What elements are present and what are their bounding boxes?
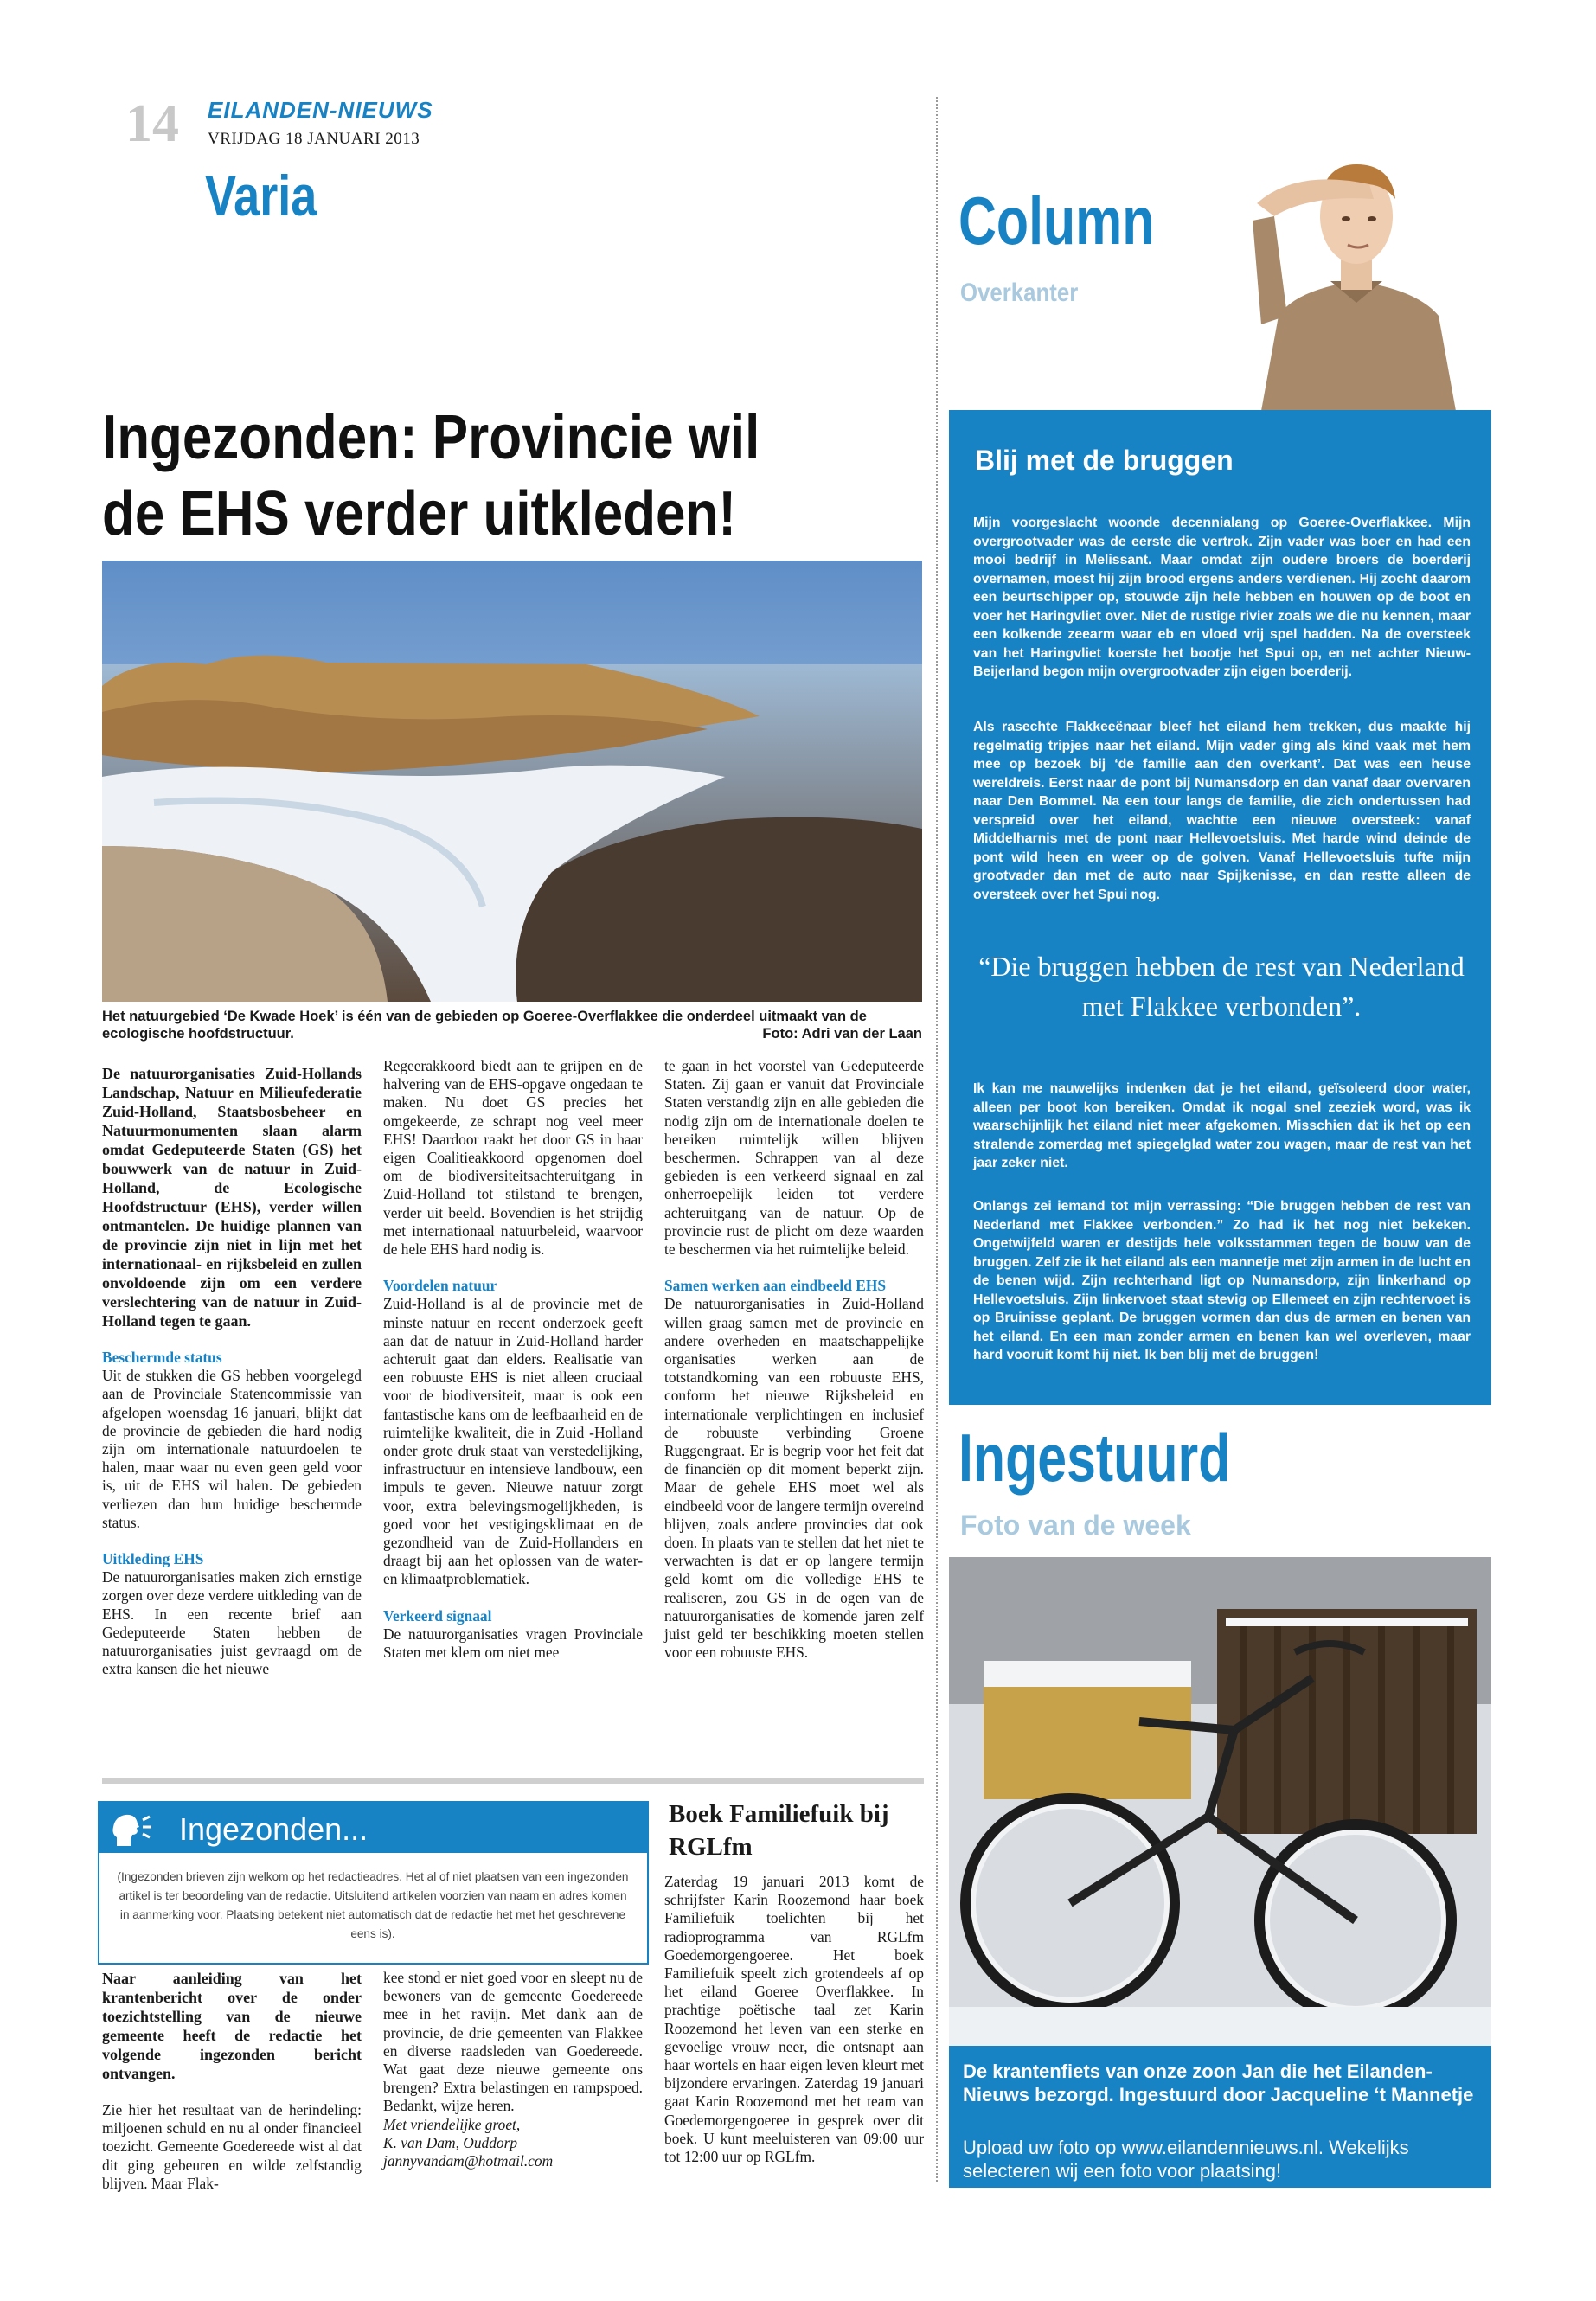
- brand-logo: EILANDEN-NIEUWS: [208, 97, 433, 123]
- boek-text: [664, 1873, 924, 2184]
- ingezonden-email: jannyvandam@hotmail.com: [383, 2152, 554, 2170]
- article-column-3: [664, 1057, 924, 1681]
- ingezonden-signature: Met vriendelijke groet,: [383, 2115, 521, 2133]
- ingezonden-author: K. van Dam, Ouddorp: [383, 2133, 518, 2151]
- boek-paragraph: Zaterdag 19 januari 2013 komt de schrijfster Karin Roozemond haar boek Familiefuik toelichten bij het radioprogramma van RGLfm Goedemorgengoeree. Het boek Familiefuik speelt zich grotendeels af op het eiland Goeree Overflakkee. In prachtige poëtische taal zet Karin Roozemond het leven van een sterke en gevoelige vrouw neer, die ontsnapt aan haar wortels en haar eigen leven kleurt met bijzondere ervaringen. Zaterdag 19 januari gaat Karin Roozemond met het team van Goedemorgengoeree in gesprek over dit boek. U kunt meeluisteren van 09:00 uur tot 12:00 uur op RGLfm.: [664, 1873, 924, 2166]
- column-paragraph: Onlangs zei iemand tot mijn verrassing: “Die bruggen hebben de rest van Nederland met Flakkee verbonden.” Zo had ik het nog niet bekeken. Ongetwijfeld waren er destijds hele volksstammen tegen de bouw van de bruggen. Zelf zie ik het eiland als een mannetje met zijn armen in de lucht en de benen wijd. Zijn rechterhand ligt op Numansdorp, zijn linkerhand op Hellevoetsluis. Zijn linkervoet staat stevig op Ellemeet en zijn rechtervoet is op Bruinisse geplant. De bruggen vormen dan dus de armen en benen van het eiland. En een man zonder armen en benen kan wel overleven, maar hard vooruit komt hij niet. Ik ben blij met de bruggen!: [973, 1199, 1471, 1362]
- section-title: Varia: [205, 163, 317, 228]
- column-paragraph: Mijn voorgeslacht woonde decennialang op Goeree-Overflakkee. Mijn overgrootvader was de eerste die vertrok. Zijn vader was boer en had een mooi bedrijf in Melissant. Maar omdat zijn oudere broers de boerderij overnamen, moest hij zijn brood ergens anders verdienen. Hij zocht daarom een beurtschipper op, stouwde zijn hele hebben en houwen op de boot en voer het Haringvliet over. Niet de rustige rivier zoals we die nu kennen, maar een kolkende zeearm waar eb en vloed vrij spel hadden. Na de oversteek van het Haringvliet koerste het bootje het Spui op, en net achter Nieuw-Beijerland begon mijn overgrootvader zijn eigen boerderij.: [973, 516, 1471, 679]
- article-paragraph: Uit de stukken die GS hebben voorgelegd aan de Provinciale Statencommissie van afgelopen woensdag 16 januari, blijkt dat de provincie de gebieden die hard nodig zijn om internationale natuurdoelen te halen, maar waar nu even geen geld voor is, uit de EHS wil halen. De gebieden verliezen dan hun huidige beschermde status.: [102, 1367, 362, 1531]
- ingezonden-paragraph: Zie hier het resultaat van de herindeling: miljoenen schuld en nu al onder financieel toezicht. Gemeente Goedereede wist al dat dit ging gebeuren en wilde zelfstandig blijven. Maar Flak-: [102, 2101, 362, 2192]
- subhead-uitkleding: Uitkleding EHS: [102, 1550, 204, 1568]
- subhead-samen-werken: Samen werken aan eindbeeld EHS: [664, 1277, 887, 1295]
- article-paragraph: Regeerakkoord biedt aan te grijpen en de halvering van de EHS-opgave ongedaan te maken. Nu doet GS precies het omgekeerde, ze schrapt nog veel meer EHS! Daardoor raakt het door GS in haar eigen Coalitieakkoord opgenomen doel om de biodiversiteitsachteruitgang in Zuid-Holland tot stilstand te brengen, verder uit beeld. Bovendien is het strijdig met internationaal natuurbeleid, waarvoor de hele EHS hard nodig is.: [383, 1057, 643, 1259]
- boek-title: Boek Familiefuik bij RGLfm: [669, 1800, 889, 1861]
- column-box-title: Blij met de bruggen: [975, 445, 1234, 476]
- photo-of-week-caption: De krantenfiets van onze zoon Jan die het Eilanden-Nieuws bezorgd. Ingestuurd door Jacqueline ‘t Mannetje: [963, 2061, 1474, 2106]
- ingezonden-box: [98, 1801, 649, 1965]
- article-column-2: [383, 1057, 643, 1680]
- ingestuurd-title: Ingestuurd: [958, 1420, 1231, 1496]
- article-paragraph: Zuid-Holland is al de provincie met de minste natuur en recent onderzoek geeft aan dat de natuur in Zuid-Holland harder achteruit gaat dan elders. Realisatie van een robuuste EHS is niet alleen cruciaal voor de biodiversiteit, maar is ook een fantastische kans om de leefbaarheid en de ruimtelijke kwaliteit, die in Zuid -Holland onder grote druk staat van verstedelijking, infrastructuur en intensieve landbouw, een impuls te geven. Nieuwe natuur zorgt voor, extra belevingsmogelijkheden, is goed voor het vestigingsklimaat en de gezondheid van de Zuid-Hollanders en draagt bij aan het oplossen van de water- en klimaatproblematiek.: [383, 1295, 643, 1588]
- page-number: 14: [125, 94, 179, 153]
- column-paragraph: Als rasechte Flakkeeënaar bleef het eiland hem trekken, dus maakte hij regelmatig tripjes naar het eiland. Mijn vader ging als kind vaak met hem mee op bezoek bij ‘de familie aan den overkant’. Dat was een heuse wereldreis. Eerst naar de pont bij Numansdorp en dan vanaf daar overvaren naar Den Bommel. Na een tour langs de familie, die zich ondertussen had verspreid over het eiland, wachtte een nieuwe oversteek: vanaf Middelharnis met de pont naar Hellevoetsluis. Met harde wind deinde de pont wild heen en weer op de golven. Vanaf Hellevoetsluis tufte mijn grootvader dan met de auto naar Spijkenisse, en dan restte alleen de oversteek over het Spui nog.: [973, 720, 1471, 902]
- column-subtitle: Overkanter: [960, 279, 1079, 307]
- columnist-portrait: [1227, 117, 1486, 411]
- ingestuurd-subtitle: Foto van de week: [960, 1509, 1191, 1541]
- ingezonden-note: (Ingezonden brieven zijn welkom op het redactieadres. Het al of niet plaatsen van een ingezonden artikel is ter beoordeling van de redactie. Uitsluitend artikelen voorzien van naam en adres komen in aanmerking voor. Plaatsing betekent niet automatisch dat de redactie het met het geschrevene eens is).: [117, 1870, 629, 1940]
- upload-instruction: Upload uw foto op www.eilandennieuws.nl. Wekelijks selecteren wij een foto voor plaatsing!: [963, 2137, 1409, 2182]
- photo-caption: [102, 1008, 922, 1042]
- subhead-voordelen: Voordelen natuur: [383, 1277, 497, 1295]
- ingezonden-title: Ingezonden...: [179, 1811, 369, 1847]
- subhead-verkeerd-signaal: Verkeerd signaal: [383, 1606, 492, 1625]
- column-paragraph: Ik kan me nauwelijks indenken dat je het eiland, geïsoleerd door water, alleen per boot kon bereiken. Omdat ik nogal snel zeeziek word, was ik waarschijnlijk het eiland niet meer afgekomen. Misschien dat ik het op een stralende zomerdag met spiegelglad water zou wagen, maar de rest van het jaar zeker niet.: [973, 1081, 1471, 1170]
- bicycle-photo: [949, 1557, 1491, 2046]
- ingezonden-paragraph: kee stond er niet goed voor en sleept nu de bewoners van de gemeente Goedereede mee in het ravijn. Met dank aan de provincie, de drie gemeenten van Flakkee en diverse raadsleden van Goedereede. Wat gaat deze nieuwe gemeente ons brengen? Extra belastingen en rampspoed. Bedankt, wijze heren.: [383, 1969, 643, 2115]
- subhead-beschermde-status: Beschermde status: [102, 1349, 222, 1366]
- speaking-head-icon: [110, 1811, 153, 1848]
- issue-date: VRIJDAG 18 JANUARI 2013: [208, 130, 420, 148]
- article-paragraph: De natuurorganisaties maken zich ernstige zorgen over deze verdere uitkleding van de EHS. In een recente brief aan Gedeputeerde Staten hebben de natuurorganisaties juist gevraagd om de extra kansen die het nieuwe: [102, 1568, 362, 1678]
- ingezonden-lead: Naar aanleiding van het krantenbericht over de onder toezichtstelling van de nieuwe gemeente heeft de redactie het volgende ingezonden bericht ontvangen.: [102, 1970, 362, 2082]
- photo-of-week-caption-box: [949, 2046, 1491, 2188]
- ingezonden-column-1: [102, 1969, 362, 2211]
- article-paragraph: De natuurorganisaties vragen Provinciale Staten met klem om niet mee: [383, 1625, 643, 1662]
- column-divider: [936, 97, 938, 2182]
- article-paragraph: te gaan in het voorstel van Gedeputeerde Staten. Zij gaan er vanuit dat Provinciale Staten verstandig zijn en alle gebieden die nodig zijn om de internationale doelen te bereiken ruimtelijk willen blijven beschermen. Schrappen van al deze gebieden is een verkeerd signaal en zal onherroepelijk leiden tot verdere achteruitgang van de natuur. Op de provincie rust de plicht om deze waarden te beschermen via het ruimtelijke beleid.: [664, 1057, 924, 1259]
- column-box: [949, 410, 1491, 1405]
- article-column-1: [102, 1064, 362, 1696]
- column-quote: “Die bruggen hebben de rest van Nederland met Flakkee verbonden”.: [978, 951, 1465, 1022]
- boek-divider: [664, 1778, 924, 1784]
- column-title: Column: [958, 183, 1155, 259]
- article-headline: Ingezonden: Provincie wil de EHS verder uitkleden!: [102, 403, 760, 548]
- caption-text: Het natuurgebied ‘De Kwade Hoek’ is één van de gebieden op Goeree-Overflakkee die onderdeel uitmaakt van de ecologische hoofdstructuur.: [102, 1009, 867, 1042]
- article-paragraph: De natuurorganisaties in Zuid-Holland willen graag samen met de provincie en andere overheden en maatschappelijke organisaties werken aan de totstandkoming van een robuuste EHS, conform het nieuwe Rijksbeleid en internationale verplichtingen en inclusief de robuuste verbinding Groene Ruggengraat. Er is begrip voor het feit dat de financiën op dit moment beperkt zijn. Maar de gehele EHS moet wel als eindbeeld voor de langere termijn overeind blijven, zoals andere provincies dat ook doen. In plaats van te stellen dat het niet te verwachten is dat er op langere termijn geld komt om die volledige EHS te realiseren, zou GS in de ogen van de natuurorganisaties de komende jaren zelf juist geld ter beschikking moeten stellen voor een robuuste EHS.: [664, 1295, 924, 1662]
- ingezonden-header: [99, 1803, 647, 1853]
- article-lead: De natuurorganisaties Zuid-Hollands Landschap, Natuur en Milieufederatie Zuid-Holland, Staatsbosbeheer en Natuurmonumenten slaan alarm omdat Gedeputeerde Staten (GS) het bouwwerk van de natuur in Zuid-Holland, de Ecologische Hoofdstructuur (EHS), verder willen ontmantelen. De huidige plannen van de provincie zijn niet in lijn met het internationaal- en rijksbeleid en zullen onvoldoende zijn om een verdere verslechtering van de natuur in Zuid-Holland tegen te gaan.: [102, 1065, 362, 1330]
- ingezonden-column-2: [383, 1969, 643, 2170]
- landscape-photo: [102, 561, 922, 1002]
- photo-credit: Foto: Adri van der Laan: [762, 1026, 922, 1042]
